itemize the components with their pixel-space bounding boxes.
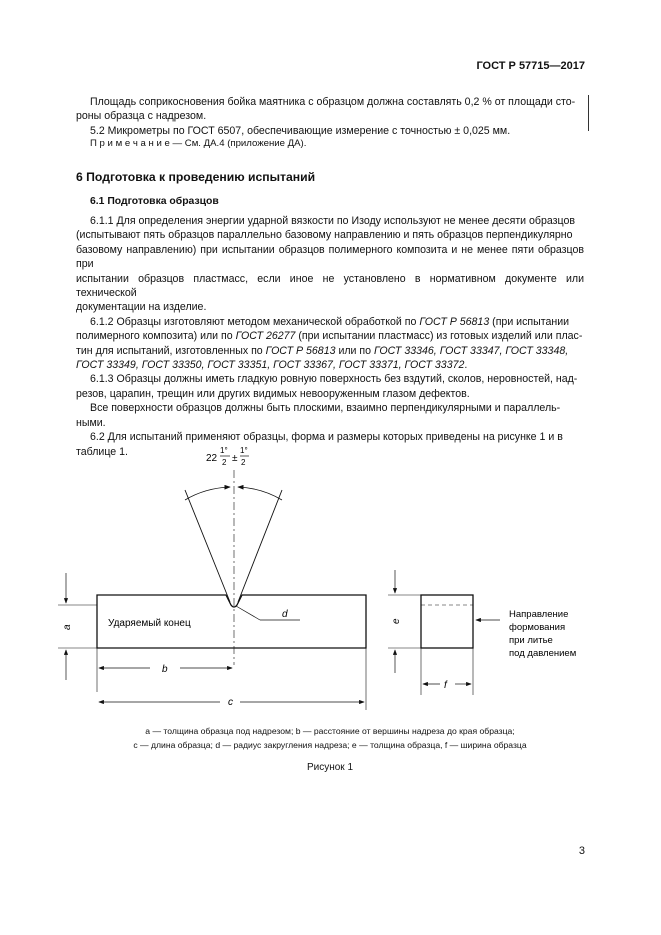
p62-line: 6.2 Для испытаний применяют образцы, форма и размеры которых приведены на рисунке 1 и в xyxy=(90,431,563,444)
p611-line: 6.1.1 Для определения энергии ударной вязкости по Изоду используют не менее десяти образцов xyxy=(90,215,575,227)
gost-ref: ГОСТ 26277 xyxy=(235,330,296,343)
gost-ref: ГОСТ Р 56813 xyxy=(419,315,490,328)
p613b-line: Все поверхности образцов должны быть плоскими, взаимно перпендикулярными и параллель- xyxy=(90,402,561,415)
p611-line: (испытывают пять образцов параллельно базовому направлению и пять образцов перпендикулярно xyxy=(76,229,573,242)
direction-line-3: при литье xyxy=(509,635,553,646)
angle-frac2-den: 2 xyxy=(241,458,246,467)
note-text: — См. ДА.4 (приложение ДА). xyxy=(172,138,307,149)
label-f: f xyxy=(444,680,447,691)
change-bar xyxy=(588,95,589,131)
specimen-cross-section xyxy=(421,595,473,648)
gost-ref: ГОСТ Р 56813 xyxy=(265,344,336,357)
p612-line xyxy=(76,329,584,343)
figure-caption: Рисунок 1 xyxy=(306,762,354,773)
p613b-line: ными. xyxy=(76,416,106,429)
direction-line-1: Направление xyxy=(509,609,569,620)
direction-line-2: формования xyxy=(509,622,566,633)
gost-ref: ГОСТ 33349, ГОСТ 33350, ГОСТ 33351, ГОСТ 33367, ГОСТ 33371, ГОСТ 33372 xyxy=(76,359,465,372)
intro-line-2: роны образца с надрезом. xyxy=(76,110,207,123)
angle-arc-right xyxy=(238,487,282,500)
body-text xyxy=(76,214,584,459)
text-run: тин для испытаний, изготовленных по xyxy=(76,344,266,357)
text-run: полимерного композита) или по xyxy=(76,330,236,343)
subsection-6-1-title: 6.1 Подготовка образцов xyxy=(90,196,219,207)
intro-line-1: Площадь соприкосновения бойка маятника с образцом должна составлять 0,2 % от площади сто- xyxy=(90,96,576,108)
section-6-title: 6 Подготовка к проведению испытаний xyxy=(76,170,316,184)
angle-arc-left xyxy=(185,487,230,500)
figure-legend-line-1: a — толщина образца под надрезом; b — расстояние от вершины надреза до края образца; xyxy=(145,726,515,736)
figure-legend-line-2: c — длина образца; d — радиус закругления надреза; e — толщина образца, f — ширина образца xyxy=(133,740,527,750)
item-5-2: 5.2 Микрометры по ГОСТ 6507, обеспечивающие измерение с точностью ± 0,025 мм. xyxy=(90,124,511,137)
p611-line: испытании образцов пластмасс, если иное не установлено в нормативном документе или технической xyxy=(76,272,584,300)
label-a: a xyxy=(62,624,73,630)
angle-frac2-num: 1° xyxy=(240,446,248,455)
d-leader xyxy=(236,606,260,620)
page-number: 3 xyxy=(578,845,585,857)
p62-line: таблице 1. xyxy=(76,445,128,458)
document-header: ГОСТ Р 57715—2017 xyxy=(476,60,585,72)
p612-line xyxy=(76,315,584,329)
intro-text xyxy=(76,95,584,138)
angle-value: 22 xyxy=(206,453,218,464)
note xyxy=(76,138,306,149)
text-run: 6.1.2 Образцы изготовляют методом механической обработкой по xyxy=(90,315,420,328)
direction-line-4: под давлением xyxy=(509,648,577,659)
p611-line: документации на изделие. xyxy=(76,301,207,314)
notch-line-left xyxy=(185,490,230,602)
label-d: d xyxy=(282,609,288,620)
text-run: (при испытании xyxy=(489,315,570,328)
angle-frac-num: 1° xyxy=(220,446,228,455)
notch-line-right xyxy=(238,490,282,602)
p612-line xyxy=(76,358,584,372)
p613-line: резов, царапин, трещин или других видимых невооруженным глазом дефектов. xyxy=(76,387,470,400)
note-label: П р и м е ч а н и е xyxy=(90,138,170,149)
label-c: c xyxy=(228,697,233,708)
text-run: или по xyxy=(335,344,374,357)
text-run: . xyxy=(464,359,468,372)
angle-pm: ± xyxy=(232,453,238,464)
label-e: e xyxy=(391,618,402,624)
gost-ref: ГОСТ 33346, ГОСТ 33347, ГОСТ 33348, xyxy=(373,344,569,357)
label-b: b xyxy=(162,664,168,675)
figure-1-drawing xyxy=(0,430,661,710)
p611-line: базовому направлению) при испытании образцов полимерного композита и не менее пяти образцов при xyxy=(76,243,584,271)
p612-line xyxy=(76,344,584,358)
angle-frac-den: 2 xyxy=(222,458,227,467)
text-run: (при испытании пластмасс) из готовых изделий или плас- xyxy=(295,330,583,343)
p613-line: 6.1.3 Образцы должны иметь гладкую ровную поверхность без вздутий, сколов, неровностей, над- xyxy=(90,373,578,386)
impact-end-label: Ударяемый конец xyxy=(108,618,191,629)
